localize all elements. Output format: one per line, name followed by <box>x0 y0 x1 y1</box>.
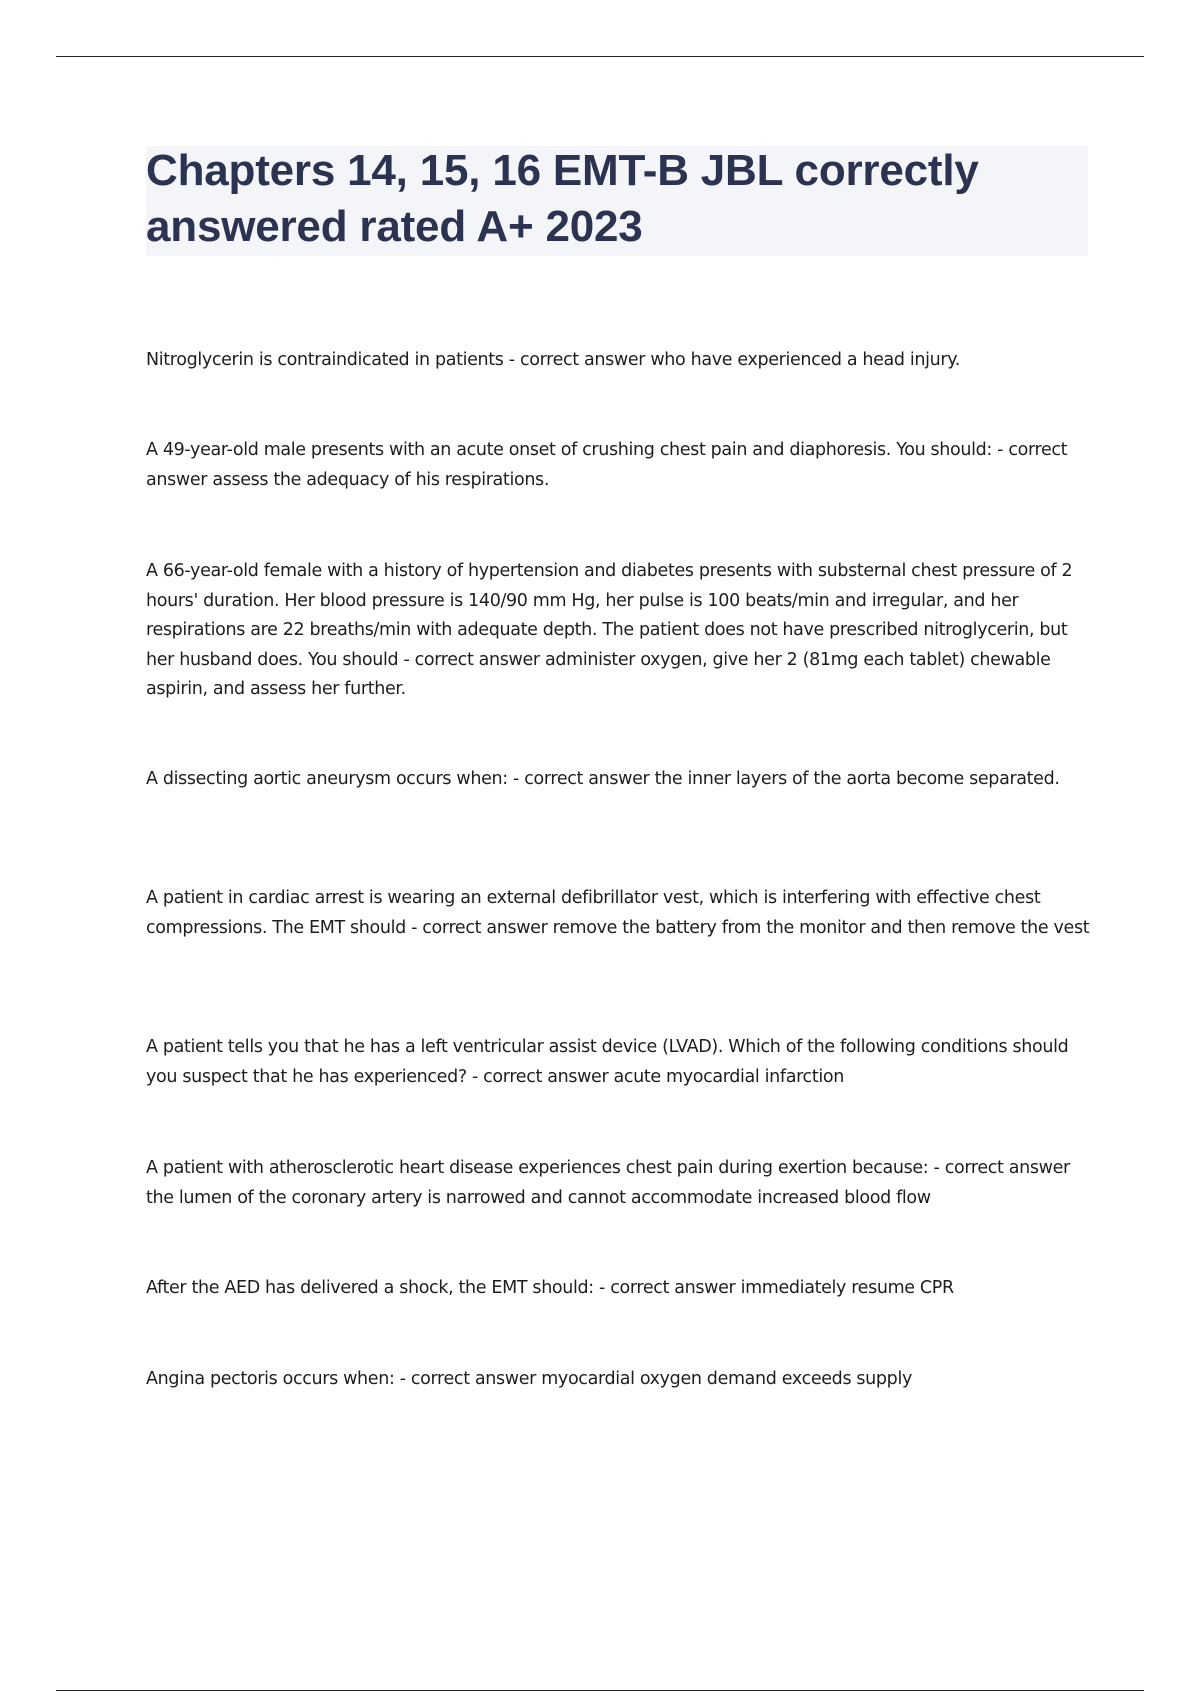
qa-item-9: Angina pectoris occurs when: - correct answer myocardial oxygen demand exceeds supply <box>146 1369 912 1389</box>
top-divider <box>56 56 1144 57</box>
qa-item-3: A 66-year-old female with a history of hypertension and diabetes presents with substernal chest pressure of 2 hours' duration. Her blood pressure is 140/90 mm Hg, her pulse is 100 beats/min and irregular, and her respirations are 22 breaths/min with adequate depth. The patient does not have prescribed nitroglycerin, but her husband does. You should - correct answer administer oxygen, give her 2 (81mg each tablet) chewable aspirin, and assess her further. <box>146 561 1073 699</box>
document-title: Chapters 14, 15, 16 EMT-B JBL correctly answered rated A+ 2023 <box>146 146 979 251</box>
bottom-divider <box>56 1690 1144 1691</box>
qa-item-7: A patient with atherosclerotic heart disease experiences chest pain during exertion because: - correct answer the lumen of the coronary artery is narrowed and cannot accommodate increased blood flow <box>146 1158 1070 1208</box>
qa-item-6: A patient tells you that he has a left ventricular assist device (LVAD). Which of the following conditions should you suspect that he has experienced? - correct answer acute myocardial infarction <box>146 1037 1069 1087</box>
qa-item-8: After the AED has delivered a shock, the EMT should: - correct answer immediately resume CPR <box>146 1278 954 1298</box>
qa-item-5: A patient in cardiac arrest is wearing an external defibrillator vest, which is interfering with effective chest compressions. The EMT should - correct answer remove the battery from the monitor and then remove the vest <box>146 888 1090 938</box>
qa-item-2: A 49-year-old male presents with an acute onset of crushing chest pain and diaphoresis. You should: - correct answer assess the adequacy of his respirations. <box>146 440 1068 490</box>
qa-item-1: Nitroglycerin is contraindicated in patients - correct answer who have experienced a head injury. <box>146 350 960 370</box>
qa-item-4: A dissecting aortic aneurysm occurs when: - correct answer the inner layers of the aorta become separated. <box>146 769 1060 789</box>
